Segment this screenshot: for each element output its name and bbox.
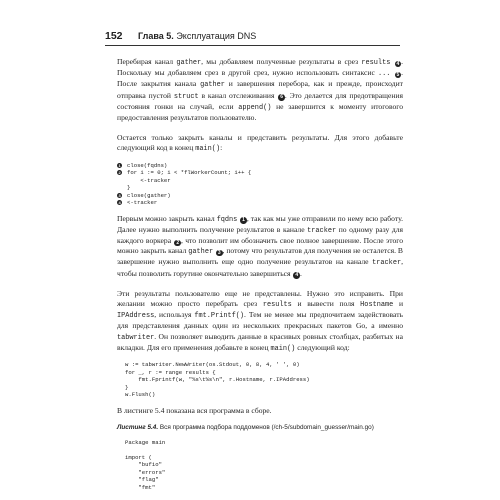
inline-code: main()	[195, 145, 221, 154]
text: Эти результаты пользователю еще не представлены. Нужно это исправить. При желании можно просто перебрать срез	[117, 288, 403, 309]
code-text: }	[127, 184, 131, 192]
callout-marker: 3	[217, 249, 221, 256]
header-rule	[105, 45, 400, 46]
code-line	[117, 177, 403, 185]
inline-code: fqdns	[216, 215, 238, 224]
inline-code: tracker	[372, 259, 402, 268]
inline-code: ...	[378, 70, 391, 79]
code-line: fmt.Fprintf(w, "%s\t%s\n", r.Hostname, r.IPAddress)	[125, 376, 310, 384]
code-block-tabwriter	[117, 361, 403, 399]
text: Первым можно закрыть канал	[117, 213, 217, 223]
code-line: "fmt"	[125, 483, 156, 491]
code-line	[117, 192, 403, 200]
callout-marker: 4	[295, 272, 299, 279]
paragraph-listing-intro: В листинге 5.4 показана вся программа в сборе.	[117, 405, 272, 415]
callout-marker: 5	[396, 71, 400, 78]
code-line: Package main	[125, 438, 166, 446]
text: Остается только закрыть каналы и представить результаты. Для этого добавьте следующий код в конец	[117, 133, 403, 153]
text: , мы добавляем полученные результаты в срез	[201, 57, 362, 66]
callout-marker: 4	[118, 200, 121, 206]
text: , чтобы позволить горутине окончательно завершиться	[117, 257, 403, 278]
code-text: <-tracker	[127, 176, 171, 184]
callout-marker: 2	[118, 170, 121, 176]
code-line: "bufio"	[125, 461, 162, 469]
listing-title: Вся программа подбора поддоменов (/ch-5/subdomain_guesser/main.go)	[158, 423, 374, 431]
text: в канал отслеживания	[198, 90, 278, 100]
text: и вывести поля	[291, 299, 361, 309]
inline-code: results	[361, 59, 391, 67]
text: . Он позволяет выводить данные в красивых ровных столбцах, разбитых на вкладки. Для его применения добавьте в конец	[117, 331, 403, 352]
listing-caption	[117, 423, 403, 432]
inline-code: gather	[188, 248, 214, 257]
code-line: w.Flush()	[125, 391, 156, 399]
code-block-close	[117, 162, 403, 207]
inline-code: Hostname	[360, 301, 394, 310]
code-line	[117, 199, 403, 207]
chapter-title: Эксплуатация DNS	[176, 31, 257, 41]
code-line	[125, 446, 403, 454]
paragraph-fqdns	[117, 214, 403, 279]
code-gutter	[117, 193, 127, 198]
text: не завершится к моменту итогового предоставления результатов пользователю.	[117, 101, 403, 123]
inline-code: gather	[176, 59, 202, 67]
inline-code: tabwriter	[117, 333, 155, 342]
text: .	[299, 268, 302, 278]
paragraph-gather	[117, 57, 403, 123]
code-block-listing	[117, 439, 403, 492]
page-header	[105, 29, 400, 45]
text: Перебирая канал	[117, 57, 177, 66]
inline-code: main()	[270, 344, 296, 353]
text: и	[393, 299, 404, 309]
code-gutter	[117, 163, 127, 168]
callout-marker: 4	[396, 60, 400, 67]
code-line	[117, 169, 403, 177]
text: . Это делается для предотвращения состояния гонки на случай, если	[117, 90, 403, 111]
inline-code: results	[262, 301, 292, 310]
code-line: for _, r := range results {	[125, 368, 216, 376]
code-line	[117, 184, 403, 192]
inline-code: gather	[200, 81, 225, 90]
code-line: "flag"	[125, 476, 159, 484]
code-text: close(fqdns)	[127, 161, 168, 169]
code-line	[117, 162, 403, 170]
callout-marker: 1	[242, 217, 245, 224]
callout-marker: 1	[118, 162, 121, 168]
code-gutter	[117, 200, 127, 205]
code-gutter	[117, 170, 127, 175]
callout-marker: 6	[280, 94, 283, 101]
paragraph-close-channels	[117, 133, 403, 154]
page-body	[117, 57, 403, 491]
code-text: <-tracker	[127, 199, 158, 207]
text: по одному разу для каждого воркера	[117, 224, 403, 246]
inline-code: append()	[238, 103, 272, 112]
code-text: for i := 0; i < *flWorkerCount; i++ {	[127, 169, 252, 177]
inline-code: fmt.Printf()	[194, 312, 245, 321]
text: . После закрытия канала	[117, 68, 403, 89]
text: и завершения перебора, как и прежде, происходит отправка пустой	[117, 79, 404, 100]
code-line: import (	[125, 453, 152, 461]
inline-code: IPAddress	[117, 312, 155, 321]
inline-code: tracker	[307, 226, 337, 235]
text: следующий код:	[295, 342, 350, 352]
chapter-label: Глава 5.	[138, 31, 174, 41]
text: :	[220, 143, 223, 153]
code-line: }	[125, 383, 129, 391]
code-line: "errors"	[125, 468, 166, 476]
code-text: close(gather)	[127, 191, 171, 199]
text: . Поскольку мы добавляем срез в другой срез, нужно использовать синтаксис	[117, 57, 403, 78]
paragraph-tabwriter	[117, 289, 403, 354]
text: , что позволит им обозначить свое полное завершение. После этого можно закрыть канал	[117, 236, 403, 256]
inline-code: struct	[173, 92, 199, 101]
text: , так как мы уже отправили по нему всю работу. Далее нужно выполнить получение результатов в канале	[117, 213, 403, 234]
text: , потому что результатов для получения не осталется. В завершение нужно выполнить еще одно получение результатов на канале	[117, 246, 403, 267]
text: . Тем не менее мы предпочитаем задействовать для представления данных один из нескольких прекрасных пакетов Go, а именно	[117, 310, 404, 331]
listing-label: Листинг 5.4.	[117, 423, 159, 431]
page-number: 152	[105, 30, 123, 42]
callout-marker: 2	[176, 239, 180, 246]
callout-marker: 3	[118, 192, 121, 198]
chapter-heading	[138, 29, 256, 43]
code-line: w := tabwriter.NewWriter(os.Stdout, 0, 8, 4, ' ', 0)	[125, 361, 300, 369]
text: , используя	[154, 310, 195, 320]
